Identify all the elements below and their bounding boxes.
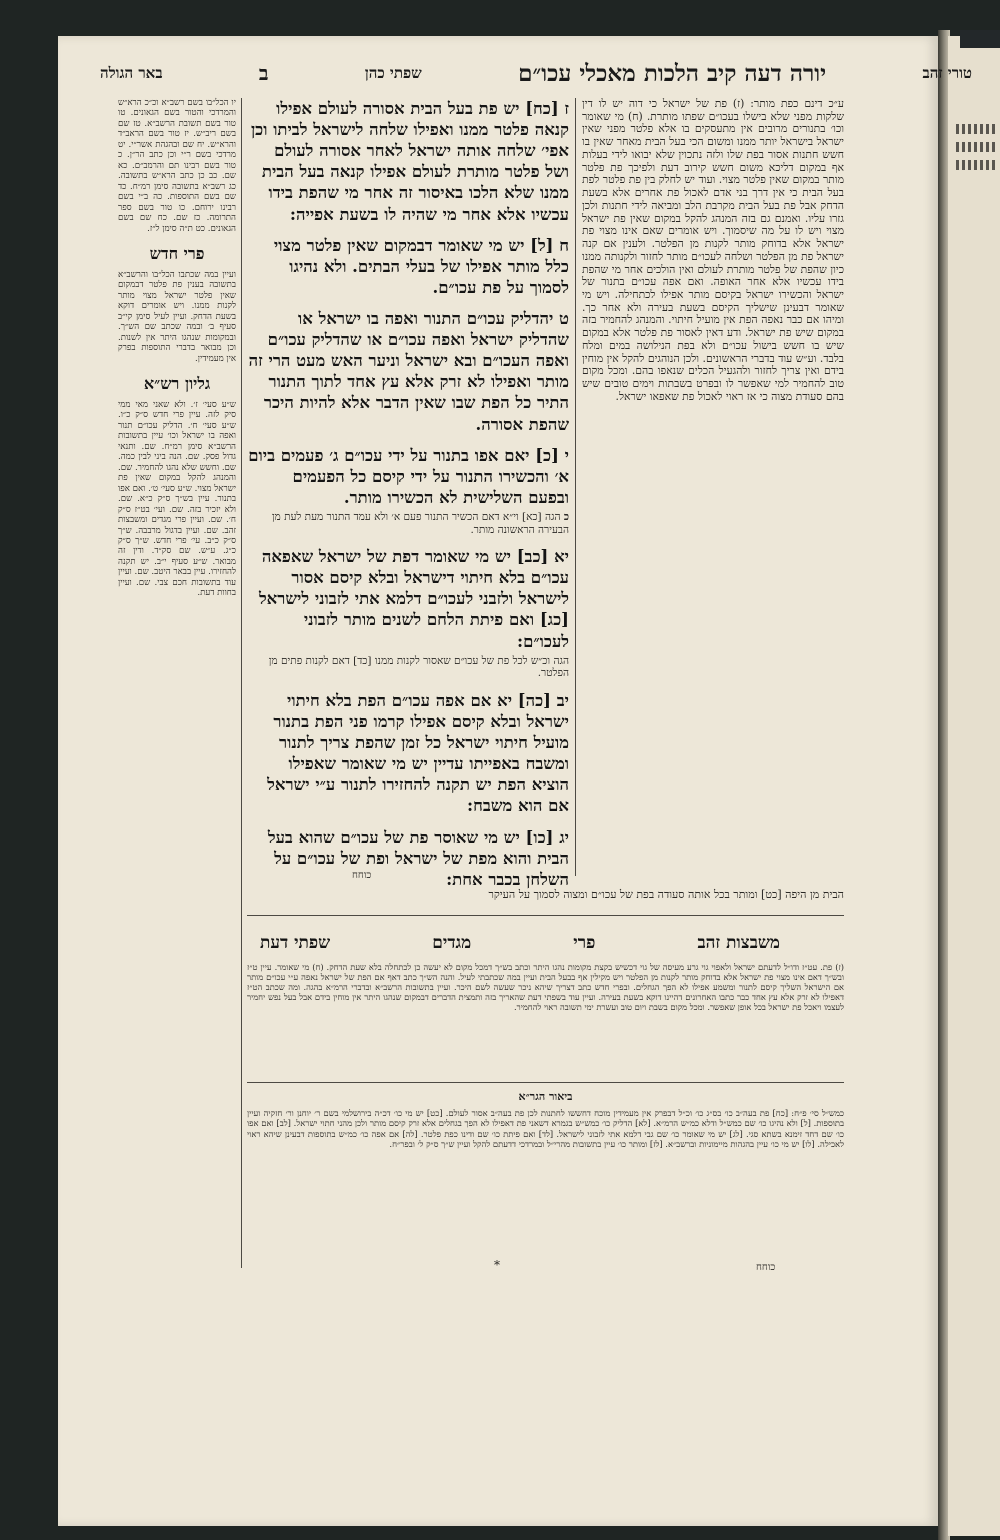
- seif-text: [247, 308, 569, 435]
- running-header: [100, 52, 972, 94]
- taz-text: ע״כ דינם כפת מותר: (ז) פת של ישראל כי דוה יש לו דין שלקות מפני שלא בישלו בעכו״ם שפתו מותרת. (ח) מי שאומר וכו׳ בתנורים מרובים אין מתעסקים בו אלא פלטר מפני שאין ישראל בישראל יותר ממנו ומשום הכי בעל הבית מאחר שאין בו חשש חתנות אסור בפת שלו ולזה נתכוין שלא יבואו לידי בעלות אף במקום דליכא משום חשש קירוב דעת ולפיכך פת פלטר מותר במקום שאין פלטר מצוי. ועוד יש לחלק בין פת פלטר לפת בעל הבית כי אין דרך בני אדם לאכול פת אחרים אלא בשעת הדחק אבל פת בעל הבית מקרבת הלב ומביאה לידי חתנות ולכן גזרו עליו. ואמנם גם בזה המנהג להקל במקום שאין פת ישראל מצוי ויש לו על מה שיסמוך. ויש אומרים שאם אינו מצוי פת ישראל אלא בדוחק מותר לקנות מן הפלטר. ולענין אם קנה ישראל פת מן הפלטר ושלחה לעכו״ם מותר לחזור ולקנותה ממנו כיון שהפת של פלטר מותרת לעולם ואין הולכים אחר מי שהפת בידו עכשיו אלא אחר האופה. ואם אפה עכו״ם בתנור של ישראל והכשירו ישראל בקיסם מותר אפילו לכתחילה. ויש מי שאומר דבעינן שישליך הקיסם בשעת בעירה ולא אחר כך. ומיהו אם כבר נאפה הפת אין מועיל חיתוי. והמנהג להחמיר בזה במקום שיש פת ישראל. ודע דאין לאסור פת פלטר אלא במקום שיש בו חשש בישול עכו״ם ולא בפת הנילושה במים ומלח בלבד. וע״ש עוד בדברי הראשונים. ולכן הנוהגים להקל אין מוחין בידם ואין צריך לחזור ולהגעיל הכלים שנאפו בהם. ומכל מקום טוב להחמיר למי שאפשר לו ובפרט בשבתות וימים טובים שיש בהם סעודת מצוה כי אז ראוי לאכול פת שאפאו ישראל.: [582, 97, 844, 403]
- seif-text: [247, 827, 569, 890]
- header-page-letter: ב: [258, 60, 269, 85]
- header-shach-label: שפתי כהן: [364, 63, 422, 82]
- adjacent-page-edge: [948, 36, 1000, 1536]
- seif-body: יהדליק עכו״ם התנור ואפה בו ישראל או שהדליק ישראל ואפה עכו״ם או שהדליק עכו״ם ואפה העכו״ם ובא ישראל וניער האש מעט הרי זה מותר ואפילו לא זרק אלא עץ אחד לתוך התנור התיר כל הפת שבו שאין הדבר אלא להיות היכר שהפת אסורה.: [248, 308, 569, 434]
- seif-text: [247, 98, 569, 225]
- seif-label: יב: [556, 690, 569, 710]
- beer-hagolah-column: [118, 98, 236, 1498]
- edge-text-line: [956, 160, 996, 170]
- seif-label: יג: [559, 827, 569, 847]
- seif-body: [כב] יש מי שאומר דפת של ישראל שאפאה עכו״ם בלא חיתוי דישראל ובלא קיסם אסור לישראל ולזבני לעכו״ם דלמא אתי לזבוני לישראל [כג] ואם פיתת הלחם לשנים מותר לזבוני לעכו״ם:: [258, 547, 569, 651]
- bottom-commentary-headers: [260, 928, 780, 958]
- header-top-right-label: טורי זהב: [922, 63, 972, 82]
- seif-body: [כה] יא אם אפה עכו״ם הפת בלא חיתוי ישראל ובלא קיסם אפילו קרמו פני הפת בתנור מועיל חיתוי ישראל כל זמן שהפת צריך לתנור ומשבח באפייתו עדיין יש מי שאומר שאפילו הוציא הפת יש תקנה להחזירו לתנור ע״י ישראל אם הוא משבח:: [267, 690, 569, 816]
- edge-text-line: [956, 142, 996, 152]
- seif-label: כ: [563, 510, 569, 523]
- seif-body: [כח] יש פת בעל הבית אסורה לעולם אפילו קנאה פלטר ממנו ואפילו שלחה לישראל לביתו וכן אפי׳ שלחה אותה ישראל לאחר אסורה לעולם ושל פלטר מותרת לעולם אפילו קנאה בעל הבית ממנו שלא הלכו באיסור זה אחר מי שהפת בידו עכשיו אלא אחר מי שהיה לו בשעת אפייה:: [250, 99, 569, 224]
- seif-label: י: [564, 445, 569, 465]
- seif-body: [כו] יש מי שאוסר פת של עכו״ם שהוא בעל הבית והוא מפת של ישראל ופת של עכו״ם על השלחן בכבר אחת:: [267, 827, 569, 889]
- seif-small-note: הגה וכ״ש לכל פת של עכו״ם שאסור לקנות ממנו [כד] דאם לקנות פתים מן הפלטר.: [268, 654, 569, 680]
- gilyon-text: ש״ע סעי׳ ז׳. ולא שאני מאי ממי סיק לזה. עיין פרי חדש ס״ק כ״ו. ש״ע סעי׳ ח׳. הדליק עכו״ם תנור ואפה בו ישראל וכו׳ עיין בתשובות הרשב״א סימן רמ״ח. שם. ותנאי גדול פסק. שם. הנה ביני לבין כמה. שם. וחשש שלא נהגו להחמיר. שם. והמנהג להקל במקום שאין פת ישראל מצוי. ש״ע סעי׳ ט׳. ואם אפו בתנור. עיין בש״ך ס״ק כ״א. שם. ולא יזכיר בזה. שם. ועי׳ בט״ז ס״ק ח׳. שם. ועיין פרי מגדים ומשבצות זהב. שם. ועיין בדגול מרבבה. ש״ך ס״ק כ״ב. עי׳ פרי חדש. ש״ך ס״ק כ״ג. ע״ש. שם סק״ד. ודין זה מבואר. ש״ע סעיף י״ב. יש תקנה להחזירו. עיין בבאר היטב. שם. ועיין עוד בתשובות חכם צבי. שם. ועיין בחוות דעת.: [118, 399, 236, 599]
- pri-header: פרי: [573, 933, 596, 953]
- seif-label: יא: [554, 547, 569, 567]
- edge-text-line: [956, 124, 996, 134]
- hagah-note: הגה [כא] וי״א דאם הכשיר התנור פעם א׳ ולא עמד התנור מעת לעת מן הבעירה הראשונה מותר.: [271, 510, 569, 536]
- beer-hagolah-text: יו הכל״בו בשם רשב״א וכ״כ הרא״ש והמרדכי והטור בשם הגאונים. טו טור בשם תשובת הרשב״א. טז שם בשם ריב״ש. יז טור בשם הראב״ד והרא״ש. יח שם ובהגהת אשר״י. יט מרדכי בשם ר״י וכן כתב הר״ן. כ טור בשם רבינו תם והרמב״ם. כא שם. כב כן כתב הרא״ש בתשובה. כג רשב״א בתשובה סימן רמ״ח. כד שם בשם התוספות. כה ב״י בשם רבינו ירוחם. כו טור בשם ספר התרומה. כז שם. כח שם בשם הגאונים. כט ת״ה סימן ל״ז.: [118, 98, 236, 234]
- catchword-bottom: כוחח: [756, 1262, 776, 1273]
- seif-body: [כ] יאם אפו בתנור על ידי עכו״ם ג׳ פעמים ביום א׳ והכשירו התנור על ידי קיסם כל הפעמים ובפעם השלישית לא הכשירו מותר.: [248, 445, 569, 507]
- horizontal-rule: [247, 1082, 844, 1083]
- biur-hagra-text: כמש״ל סי׳ פ״ח: [כח] פת בעה״ב כו׳ בס״ג כו׳ וכ״ל דבפרק אין מעמידין מוכח דחששו לחתנות לכן פת בעה״ב אסור לעולם. [כט] יש מי כו׳ דכ״ה בירושלמי בשם ר׳ יוחנן ור׳ חזקיה ועיין בתוספות. [ל] ולא נהיגו כו׳ שם כמש״ל ודלא כמ״ש הרמ״א. [לא] הדליק כו׳ כמש״ש בגמרא דשאני פת דאפילו לא הפך בגחלים אלא זרק קיסם מותר ולכן מהני חתוי ישראל. [לב] ואם אפו כו׳ שם דחד זימנא בשתא סגי. [לג] יש מי שאומר כו׳ שם גבי דלמא אתי לזבוני לישראל. [לד] ואם פיתת כו׳ שם ודינו כפת פלטר. [לה] אם אפה כו׳ כמ״ש בתוספות דבעינן שיהא ראוי לאכילה. [לו] יש מי כו׳ עיין בהגהות מיימוניות וברשב״א. [לז] ומותר כו׳ עיין בתשובות מהרי״ל ובמרדכי דדעתם להקל ועיין ש״ך ס״ק ל׳ ובפר״ח.: [247, 1108, 844, 1150]
- pri-chadash-text: ועיין במה שכתבו הכל״בו והרשב״א בתשובה בענין פת פלטר דבמקום שאין פלטר ישראל מצוי מותר לקנות ממנו. ויש אומרים דוקא בשעת הדחק. ועיין לעיל סימן קי״ב סעיף ב׳ ובמה שכתב שם הש״ך. ובמקומות שנהגו היתר אין לשנות. וכן מבואר בדברי התוספות בפרק אין מעמידין.: [118, 269, 236, 364]
- catchword-middle: כוחח: [352, 870, 372, 881]
- megadim-header: מגדים: [432, 933, 472, 953]
- biur-hagra-title: ביאור הגר״א: [518, 1090, 573, 1103]
- column-divider: [241, 98, 242, 1268]
- pri-megadim-text: (ז) פת. עט״ז ודו״ל לדעתם ישראל ולאפוי גוי גרע מעיסה של גוי דכשיש בקצת מקומות נהגו היתר וכתב בש״ך דמכל מקום לא יעשה כן לכתחלה בלא שעת הדחק. (ח) מי שאומר. עיין ט״ז ובש״ך דאם אינו מצוי פת ישראל אלא בדוחק מותר לקנות מן הפלטר ויש מקילין אף בבעל הבית ועיין במה שכתבתי לעיל. והנה הש״ך כתב דאף אם הפת של ישראל נאפה ע״י עכו״ם מותר אם הישראל השליך קיסם לתנור ומשמע אפילו לא הפך הגחלים. ובפרי חדש כתב דצריך שיהא ניכר שעשה לשם היכר. ועיין בתשובות הרשב״א ובדברי הרמ״א בהגה. ומה שכתב הט״ז דאפילו לא זרק אלא עץ אחד כבר כתבו האחרונים דהיינו דוקא בשעת בעירה. ועיין עוד בשפתי דעת שהאריך בזה ותמצית הדברים דבמקום שנהגו היתר אין מוחין בידם אבל בעל נפש יחמיר לעצמו ויאכל פת ישראל בכל אופן שאפשר. ומכל מקום בשבת ויום טוב ועשרת ימי תשובה ראוי להחמיר.: [247, 962, 844, 1013]
- main-text-bottom-line: הבית מן היפה [כט] ומותר בכל אותה סעודה בפת של עכו״ם ומצוה לסמוך על העיקר: [488, 888, 844, 901]
- horizontal-rule: [247, 915, 844, 916]
- seif-body: [ל] יש מי שאומר דבמקום שאין פלטר מצוי כלל מותר אפילו של בעלי הבתים. ולא נהיגו לסמוך על פת עכו״ם.: [273, 235, 569, 297]
- seif-label: ז: [564, 99, 569, 118]
- header-beer-hagolah-label: באר הגולה: [100, 63, 163, 82]
- seif-text: [247, 546, 569, 652]
- footer-star-mark: *: [494, 1258, 500, 1272]
- siftei-daat-header: שפתי דעת: [260, 933, 331, 953]
- seif-small-note: [247, 511, 569, 536]
- seif-label: ח: [559, 235, 569, 255]
- scan-ribbon: [960, 30, 1000, 48]
- header-main-title: יורה דעה קיב הלכות מאכלי עכו״ם: [518, 59, 827, 87]
- seif-text: [247, 690, 569, 817]
- mishbetzot-zahav-header: משבצות זהב: [697, 933, 780, 953]
- taz-column: [582, 98, 844, 876]
- pri-chadash-title: פרי חדש: [149, 244, 205, 264]
- column-divider: [575, 98, 576, 876]
- seif-text: [247, 445, 569, 508]
- seif-label: ט: [559, 308, 569, 328]
- gilyon-title: גליון רש״א: [143, 374, 211, 394]
- seif-text: [247, 235, 569, 298]
